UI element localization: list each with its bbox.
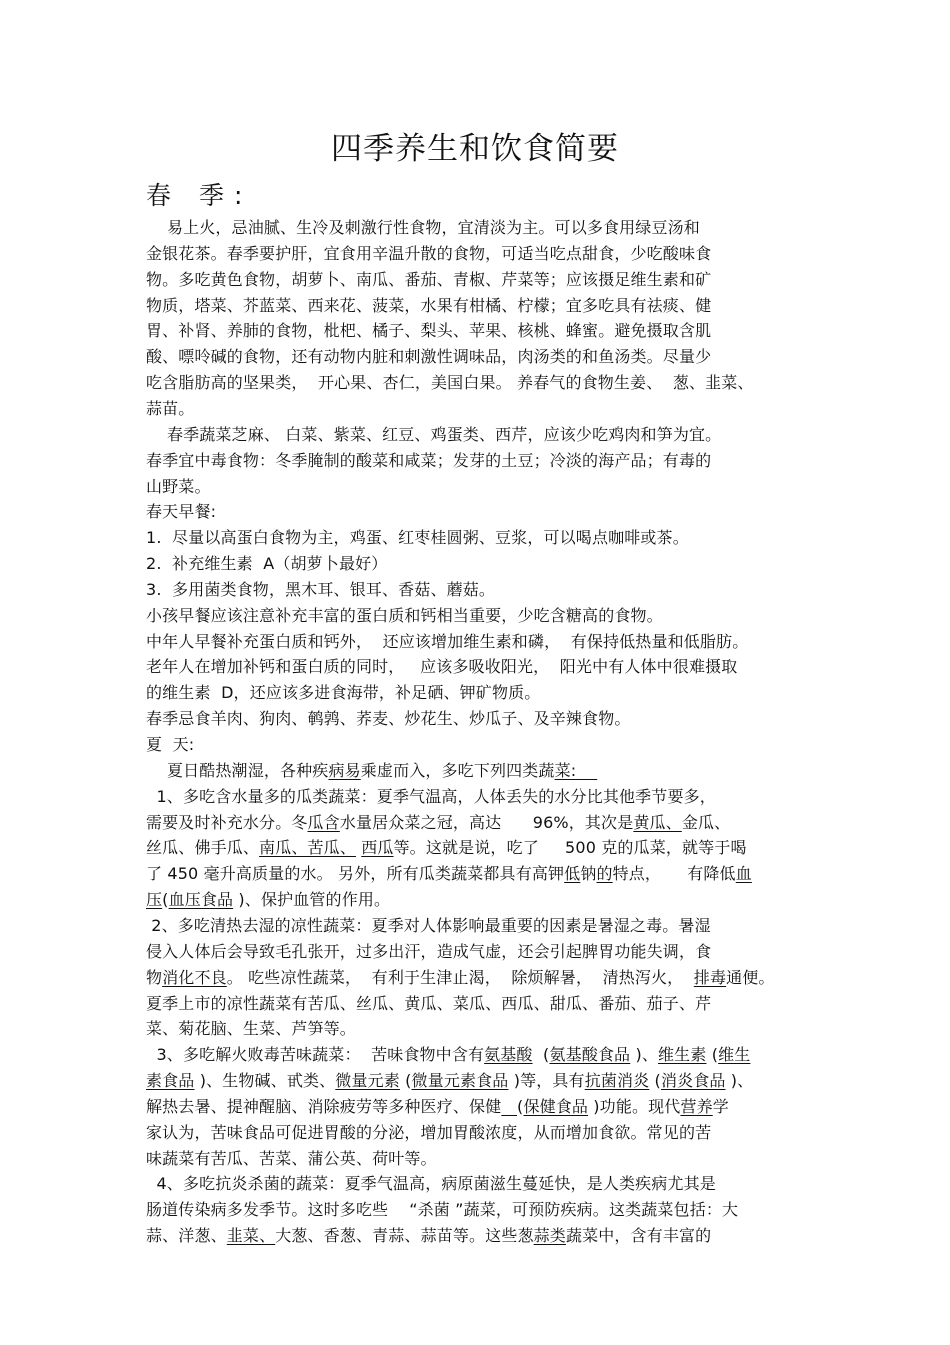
text-span: 水量居众菜之冠，高达 96%，其次是: [339, 812, 634, 832]
text-span: 蒜苗。: [146, 398, 195, 418]
text-line: [146, 554, 387, 574]
underlined-text: 抗菌消炎: [584, 1071, 650, 1091]
text-span: 夏 天:: [146, 735, 195, 754]
text-line: [146, 1097, 729, 1117]
text-line: [146, 425, 721, 445]
text-line: [146, 502, 216, 522]
text-span: 1、多吃含水量多的瓜类蔬菜：夏季气温高，人体丢失的水分比其他季节要多，: [146, 786, 716, 806]
underlined-text: 病易: [328, 760, 361, 780]
text-line: [146, 1123, 711, 1143]
text-line: [146, 373, 754, 393]
text-span: 味蔬菜有苦瓜、苦菜、蒲公英、荷叶等。: [146, 1148, 437, 1168]
text-span: 物: [146, 967, 163, 987]
text-span: 夏季上市的凉性蔬菜有苦瓜、丝瓜、黄瓜、菜瓜、西瓜、甜瓜、番茄、茄子、芹: [146, 993, 712, 1013]
text-span: (: [532, 1045, 550, 1065]
text-line: [146, 244, 711, 264]
underlined-text: 血: [735, 864, 752, 884]
text-line: [146, 864, 752, 884]
text-span: 特点， 有降低: [612, 864, 736, 884]
text-span: 金瓜、: [681, 812, 731, 832]
text-span: 吃含脂肪高的坚果类， 开心果、杏仁，美国白果。 养春气的食物生姜、 葱、韭菜、: [146, 373, 754, 393]
underlined-text: 血压食品: [168, 890, 234, 910]
underlined-text: 西瓜: [361, 838, 394, 858]
text-span: )、保护血管的作用。: [233, 890, 391, 910]
text-span: 2. 补充维生素 A（胡萝卜最好）: [146, 554, 388, 574]
underlined-text: 维生素: [658, 1045, 707, 1065]
text-line: [146, 1019, 356, 1039]
text-span: 1. 尽量以高蛋白食物为主，鸡蛋、红枣桂圆粥、豆浆，可以喝点咖啡或茶。: [146, 528, 689, 548]
text-span: 春季忌食羊肉、狗肉、鹌鹑、荞麦、炒花生、炒瓜子、及辛辣食物。: [146, 709, 631, 729]
text-span: 易上火，忌油腻、生冷及刺激行性食物，宜清淡为主。可以多食用绿豆汤和: [146, 218, 700, 237]
text-span: 春季宜中毒食物：冬季腌制的酸菜和咸菜；发芽的土豆；冷淡的海产品；有毒的: [146, 450, 712, 470]
text-span: 钠: [580, 864, 597, 884]
text-line: [146, 296, 711, 316]
text-span: 春天早餐:: [146, 502, 217, 522]
text-line: [146, 606, 663, 626]
text-span: 物。多吃黄色食物，胡萝卜、南瓜、番茄、青椒、芹菜等；应该摄足维生素和矿: [146, 269, 712, 289]
text-line: [146, 528, 689, 548]
page-title: 四季养生和饮食简要: [331, 131, 619, 167]
text-line: [146, 683, 540, 703]
underlined-text: 低: [564, 864, 581, 884]
text-line: [146, 270, 711, 290]
text-line: [146, 1226, 711, 1246]
underlined-text: 消炎食品: [660, 1071, 726, 1091]
text-line: [146, 761, 597, 781]
text-span: 胃、补肾、养肺的食物，枇杷、橘子、梨头、苹果、核桃、蜂蜜。避免摄取含肌: [146, 321, 712, 341]
text-span: 2、多吃清热去湿的凉性蔬菜：夏季对人体影响最重要的因素是暑湿之毒。暑湿: [146, 915, 711, 935]
text-line: [146, 451, 711, 471]
text-line: [146, 838, 747, 858]
text-span: 乘虚而入，多吃下列四类蔬: [360, 760, 555, 780]
text-line: [146, 218, 700, 238]
text-span: 家认为，苦味食品可促进胃酸的分泌，增加胃酸浓度，从而增加食欲。常见的苦: [146, 1122, 712, 1142]
underlined-text: 瓜含: [307, 812, 340, 832]
underlined-text: 黄瓜、: [633, 812, 682, 832]
text-line: [146, 632, 748, 652]
underlined-text: 的: [596, 864, 613, 884]
text-span: 大葱、香葱、青蒜、蒜苗等。这些葱: [275, 1226, 534, 1246]
text-span: (: [517, 1096, 524, 1116]
text-line: [146, 787, 716, 807]
text-span: 的维生素 D，还应该多进食海带，补足硒、钾矿物质。: [146, 683, 541, 703]
text-span: 中年人早餐补充蛋白质和钙外， 还应该增加维生素和磷， 有保持低热量和低脂肪。: [146, 631, 749, 651]
text-span: (: [399, 1071, 412, 1091]
text-line: [146, 1149, 437, 1169]
underlined-text: [501, 1097, 517, 1116]
text-line: [146, 735, 194, 755]
text-span: 了 450 毫升高质量的水。 另外，所有瓜类蔬菜都具有高钾: [146, 864, 565, 884]
text-span: 肠道传染病多发季节。这时多吃些 “杀菌 ”蔬菜，可预防疾病。这类蔬菜包括：大: [146, 1200, 739, 1220]
text-span: )、生物碱、甙类、: [194, 1071, 336, 1091]
underlined-text: 维生: [718, 1045, 751, 1065]
text-span: 4、多吃抗炎杀菌的蔬菜：夏季气温高，病原菌滋生蔓延快，是人类疾病尤其是: [146, 1174, 716, 1194]
text-line: [146, 890, 390, 910]
text-line: [146, 813, 730, 833]
text-line: [146, 1045, 750, 1065]
text-span: 丝瓜、佛手瓜、: [146, 838, 260, 858]
text-span: 蒜、洋葱、: [146, 1226, 227, 1246]
text-span: (: [649, 1071, 661, 1091]
text-line: [146, 1071, 753, 1091]
text-span: 3、多吃解火败毒苦味蔬菜： 苦味食物中含有: [146, 1045, 485, 1065]
text-line: [146, 994, 711, 1014]
text-span: )等，具有: [508, 1071, 585, 1091]
underlined-text: 氨基酸食品: [549, 1045, 631, 1065]
underlined-text: 素食品: [146, 1071, 195, 1091]
text-span: (: [162, 890, 169, 910]
text-span: 。 吃些凉性蔬菜， 有利于生津止渴， 除烦解暑， 清热泻火，: [226, 967, 694, 987]
text-span: 酸、嘌呤碱的食物，还有动物内脏和刺激性调味品，肉汤类的和鱼汤类。尽量少: [146, 347, 712, 367]
text-line: [146, 916, 711, 936]
text-line: [146, 321, 711, 341]
text-span: 金银花茶。春季要护肝，宜食用辛温升散的食物，可适当吃点甜食，少吃酸味食: [146, 243, 712, 263]
text-span: 物质，塔菜、芥蓝菜、西来花、菠菜，水果有柑橘、柠檬；宜多吃具有祛痰、健: [146, 295, 712, 315]
underlined-text: 韭菜、: [226, 1226, 276, 1246]
text-line: [146, 347, 711, 367]
text-span: 学: [712, 1096, 729, 1116]
text-span: 等。这就是说，吃了 500 克的瓜菜，就等于喝: [393, 838, 747, 858]
text-span: (: [706, 1045, 719, 1065]
text-span: 需要及时补充水分。冬: [146, 812, 308, 832]
text-line: [146, 709, 631, 729]
text-span: 春季蔬菜芝麻、 白菜、紫菜、红豆、鸡蛋类、西芹，应该少吃鸡肉和笋为宜。: [146, 424, 722, 444]
text-span: )、: [630, 1045, 658, 1065]
text-span: 山野菜。: [146, 476, 211, 496]
underlined-text: 菜:: [554, 760, 598, 780]
underlined-text: 消化不良: [162, 967, 227, 987]
text-span: 解热去暑、提神醒脑、消除疲劳等多种医疗、保健: [146, 1096, 502, 1116]
text-line: [146, 657, 737, 677]
text-span: 3. 多用菌类食物，黑木耳、银耳、香菇、蘑菇。: [146, 579, 496, 599]
text-line: [146, 477, 211, 497]
underlined-text: 氨基酸: [484, 1045, 533, 1065]
text-line: [146, 968, 775, 988]
underlined-text: 压: [146, 890, 163, 910]
text-line: [146, 942, 711, 962]
underlined-text: 微量元素: [335, 1071, 400, 1091]
text-line: [146, 580, 495, 600]
underlined-text: 蒜类: [533, 1226, 566, 1246]
text-line: [146, 1174, 716, 1194]
text-span: 蔬菜中，含有丰富的: [565, 1226, 712, 1246]
underlined-text: 苦瓜、: [307, 838, 356, 858]
text-span: )功能。现代: [588, 1096, 681, 1116]
underlined-text: 保健食品: [523, 1096, 589, 1116]
text-line: [146, 1200, 738, 1220]
text-span: 通便。: [726, 967, 775, 987]
spring-heading: 春 季:: [146, 181, 253, 210]
text-span: )、: [725, 1071, 754, 1091]
underlined-text: 排毒: [693, 967, 727, 987]
text-span: 老年人在增加补钙和蛋白质的同时， 应该多吸收阳光， 阳光中有人体中很难摄取: [146, 657, 738, 677]
text-span: 侵入人体后会导致毛孔张开，过多出汗，造成气虚，还会引起脾胃功能失调，食: [146, 941, 712, 961]
text-span: 小孩早餐应该注意补充丰富的蛋白质和钙相当重要，少吃含糖高的食物。: [146, 605, 663, 625]
text-span: 菜、菊花脑、生菜、芦笋等。: [146, 1019, 356, 1039]
underlined-text: 微量元素食品: [411, 1071, 509, 1091]
text-line: [146, 399, 194, 419]
underlined-text: 南瓜、: [259, 838, 308, 858]
underlined-text: 营养: [680, 1096, 713, 1116]
text-span: 夏日酷热潮湿，各种疾: [146, 760, 329, 780]
